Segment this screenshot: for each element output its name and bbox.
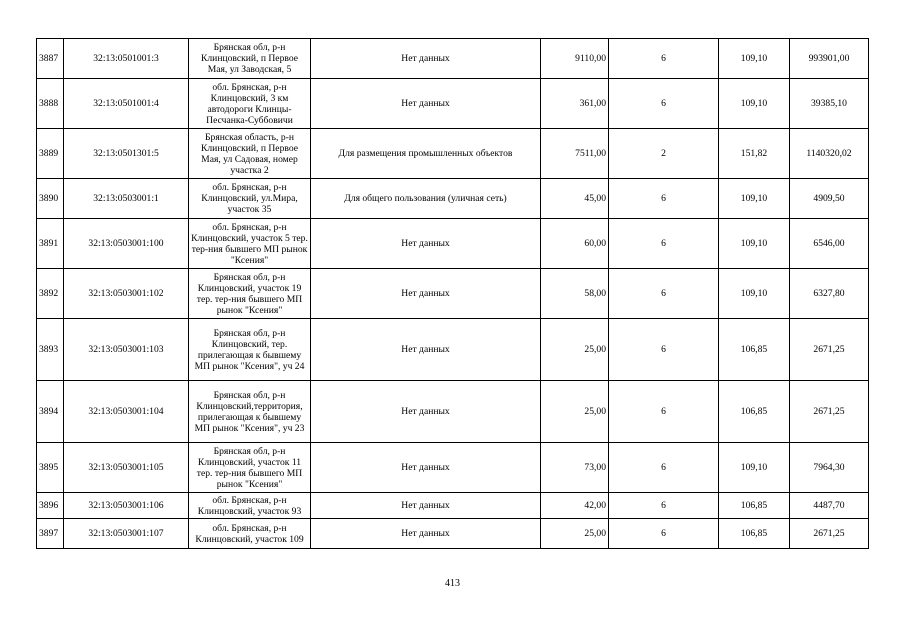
cell-specific-value: 109,10 — [719, 443, 790, 493]
cell-cadastral-value: 7964,30 — [790, 443, 869, 493]
cell-category: 6 — [609, 443, 719, 493]
cell-category: 6 — [609, 79, 719, 129]
cell-specific-value: 106,85 — [719, 493, 790, 519]
cell-category: 6 — [609, 493, 719, 519]
cell-permitted-use: Нет данных — [311, 443, 541, 493]
cell-cadastral-value: 2671,25 — [790, 319, 869, 381]
cell-number: 3897 — [37, 519, 64, 549]
cell-cadastral-value: 39385,10 — [790, 79, 869, 129]
cell-specific-value: 106,85 — [719, 381, 790, 443]
cell-address: Брянская обл, р-н Клинцовский, тер. прилегающая к бывшему МП рынок "Ксения", уч 24 — [189, 319, 311, 381]
cell-address: Брянская обл, р-н Клинцовский, п Первое Мая, ул Заводская, 5 — [189, 39, 311, 79]
cell-cadastral-number: 32:13:0503001:107 — [64, 519, 189, 549]
cell-area: 73,00 — [541, 443, 609, 493]
cell-cadastral-value: 6546,00 — [790, 219, 869, 269]
cell-area: 42,00 — [541, 493, 609, 519]
cell-area: 25,00 — [541, 319, 609, 381]
cell-specific-value: 106,85 — [719, 319, 790, 381]
cell-permitted-use: Нет данных — [311, 319, 541, 381]
cell-specific-value: 106,85 — [719, 519, 790, 549]
cell-area: 9110,00 — [541, 39, 609, 79]
cell-permitted-use: Нет данных — [311, 269, 541, 319]
cell-cadastral-number: 32:13:0503001:104 — [64, 381, 189, 443]
table-row — [37, 129, 869, 179]
cell-number: 3896 — [37, 493, 64, 519]
cell-permitted-use: Нет данных — [311, 39, 541, 79]
cell-number: 3890 — [37, 179, 64, 219]
cell-cadastral-value: 4487,70 — [790, 493, 869, 519]
cell-address: обл. Брянская, р-н Клинцовский, участок 93 — [189, 493, 311, 519]
cadastral-value-table — [36, 38, 869, 549]
cell-area: 25,00 — [541, 519, 609, 549]
cell-number: 3888 — [37, 79, 64, 129]
cell-number: 3895 — [37, 443, 64, 493]
cell-category: 6 — [609, 519, 719, 549]
cell-cadastral-number: 32:13:0503001:102 — [64, 269, 189, 319]
cell-number: 3889 — [37, 129, 64, 179]
cell-address: Брянская обл, р-н Клинцовский, участок 11 тер. тер-ния бывшего МП рынок "Ксения" — [189, 443, 311, 493]
cell-specific-value: 109,10 — [719, 219, 790, 269]
cell-cadastral-value: 993901,00 — [790, 39, 869, 79]
table-body — [37, 39, 869, 549]
cell-area: 58,00 — [541, 269, 609, 319]
cell-cadastral-number: 32:13:0503001:106 — [64, 493, 189, 519]
table-row — [37, 519, 869, 549]
cell-address: обл. Брянская, р-н Клинцовский, ул.Мира, участок 35 — [189, 179, 311, 219]
cell-cadastral-number: 32:13:0501001:3 — [64, 39, 189, 79]
cell-area: 361,00 — [541, 79, 609, 129]
cell-specific-value: 109,10 — [719, 179, 790, 219]
cell-cadastral-number: 32:13:0501001:4 — [64, 79, 189, 129]
cell-permitted-use: Для размещения промышленных объектов — [311, 129, 541, 179]
cell-address: обл. Брянская, р-н Клинцовский, участок 109 — [189, 519, 311, 549]
cell-area: 45,00 — [541, 179, 609, 219]
cell-category: 6 — [609, 179, 719, 219]
cell-permitted-use: Нет данных — [311, 79, 541, 129]
cell-cadastral-number: 32:13:0503001:105 — [64, 443, 189, 493]
table-row — [37, 381, 869, 443]
table-row — [37, 219, 869, 269]
cell-number: 3887 — [37, 39, 64, 79]
table-row — [37, 319, 869, 381]
cell-number: 3893 — [37, 319, 64, 381]
cell-permitted-use: Нет данных — [311, 381, 541, 443]
cell-category: 6 — [609, 269, 719, 319]
cell-specific-value: 109,10 — [719, 39, 790, 79]
cell-specific-value: 151,82 — [719, 129, 790, 179]
cell-cadastral-number: 32:13:0503001:100 — [64, 219, 189, 269]
cell-category: 6 — [609, 39, 719, 79]
cell-area: 60,00 — [541, 219, 609, 269]
page-number: 413 — [445, 578, 460, 589]
cell-specific-value: 109,10 — [719, 79, 790, 129]
cell-cadastral-number: 32:13:0503001:1 — [64, 179, 189, 219]
cell-cadastral-value: 4909,50 — [790, 179, 869, 219]
table-row — [37, 179, 869, 219]
cell-cadastral-value: 1140320,02 — [790, 129, 869, 179]
cell-cadastral-value: 2671,25 — [790, 519, 869, 549]
cell-permitted-use: Нет данных — [311, 519, 541, 549]
table-row — [37, 269, 869, 319]
cell-category: 2 — [609, 129, 719, 179]
cell-address: обл. Брянская, р-н Клинцовский, 3 км автодороги Клинцы-Песчанка-Суббовичи — [189, 79, 311, 129]
table-row — [37, 493, 869, 519]
cell-area: 7511,00 — [541, 129, 609, 179]
cell-number: 3894 — [37, 381, 64, 443]
cell-permitted-use: Для общего пользования (уличная сеть) — [311, 179, 541, 219]
cell-category: 6 — [609, 319, 719, 381]
cell-category: 6 — [609, 219, 719, 269]
cell-address: Брянская обл, р-н Клинцовский,территория, прилегающая к бывшему МП рынок "Ксения", уч 23 — [189, 381, 311, 443]
cell-permitted-use: Нет данных — [311, 493, 541, 519]
cell-cadastral-number: 32:13:0503001:103 — [64, 319, 189, 381]
cell-address: Брянская обл, р-н Клинцовский, участок 19 тер. тер-ния бывшего МП рынок "Ксения" — [189, 269, 311, 319]
cell-address: обл. Брянская, р-н Клинцовский, участок 5 тер. тер-ния бывшего МП рынок "Ксения" — [189, 219, 311, 269]
cell-cadastral-value: 6327,80 — [790, 269, 869, 319]
table-row — [37, 443, 869, 493]
cell-area: 25,00 — [541, 381, 609, 443]
cell-cadastral-number: 32:13:0501301:5 — [64, 129, 189, 179]
cell-category: 6 — [609, 381, 719, 443]
cell-permitted-use: Нет данных — [311, 219, 541, 269]
table-row — [37, 39, 869, 79]
cell-address: Брянская область, р-н Клинцовский, п Первое Мая, ул Садовая, номер участка 2 — [189, 129, 311, 179]
cell-number: 3891 — [37, 219, 64, 269]
cell-cadastral-value: 2671,25 — [790, 381, 869, 443]
cell-specific-value: 109,10 — [719, 269, 790, 319]
table-row — [37, 79, 869, 129]
cell-number: 3892 — [37, 269, 64, 319]
